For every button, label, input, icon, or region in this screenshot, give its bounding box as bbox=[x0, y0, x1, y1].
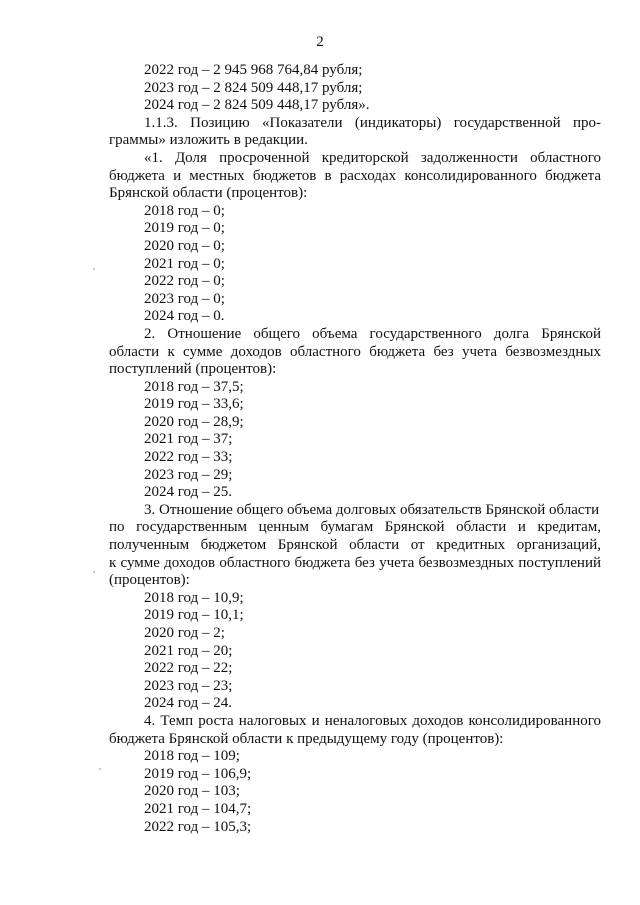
text-line: Брянской области (процентов): bbox=[109, 185, 308, 202]
text-line: бюджета Брянской области к предыдущему году (процентов): bbox=[109, 730, 504, 747]
text-line: 2022 год – 105,3; bbox=[144, 818, 252, 835]
text-line: 2018 год – 37,5; bbox=[144, 378, 244, 395]
scan-speck bbox=[93, 268, 95, 270]
text-line: 2023 год – 2 824 509 448,17 рубля; bbox=[144, 79, 363, 96]
text-line: области к сумме доходов областного бюджета без учета безвозмездных bbox=[109, 343, 601, 360]
text-line: 2022 год – 0; bbox=[144, 273, 225, 290]
text-line: (процентов): bbox=[109, 572, 190, 589]
text-line: 2. Отношение общего объема государственного долга Брянской bbox=[144, 325, 601, 342]
text-line: 2021 год – 20; bbox=[144, 642, 233, 659]
text-line: бюджета и местных бюджетов в расходах консолидированного бюджета bbox=[109, 167, 601, 184]
text-line: 3. Отношение общего объема долговых обязательств Брянской области bbox=[144, 501, 600, 518]
text-line: 2019 год – 0; bbox=[144, 220, 225, 237]
text-line: 4. Темп роста налоговых и неналоговых доходов консолидированного bbox=[144, 712, 601, 729]
text-line: 2023 год – 0; bbox=[144, 290, 225, 307]
text-line: по государственным ценным бумагам Брянской области и кредитам, bbox=[109, 519, 601, 536]
text-line: 2022 год – 33; bbox=[144, 449, 233, 466]
text-line: 2018 год – 10,9; bbox=[144, 589, 244, 606]
scan-speck bbox=[93, 571, 95, 573]
document-body bbox=[109, 62, 601, 836]
text-line: 2020 год – 2; bbox=[144, 625, 225, 641]
text-line: 2022 год – 22; bbox=[144, 660, 233, 677]
text-line: 2024 год – 2 824 509 448,17 рубля». bbox=[144, 97, 370, 114]
page-number: 2 bbox=[316, 34, 324, 50]
text-line: 2024 год – 0. bbox=[144, 308, 225, 325]
text-line: 2024 год – 24. bbox=[144, 695, 232, 712]
text-line: 2023 год – 29; bbox=[144, 466, 233, 483]
text-line: «1. Доля просроченной кредиторской задолженности областного bbox=[144, 149, 601, 166]
scan-speck bbox=[99, 768, 101, 770]
text-line: 2023 год – 23; bbox=[144, 677, 233, 694]
text-line: 2020 год – 0; bbox=[144, 237, 225, 254]
text-line: 2020 год – 103; bbox=[144, 783, 240, 800]
text-line: поступлений (процентов): bbox=[109, 361, 277, 378]
text-line: 2019 год – 106,9; bbox=[144, 765, 252, 782]
text-line: к сумме доходов областного бюджета без учета безвозмездных поступлений bbox=[109, 554, 601, 571]
text-line: 1.1.3. Позицию «Показатели (индикаторы) государственной про- bbox=[144, 114, 601, 131]
text-line: 2022 год – 2 945 968 764,84 рубля; bbox=[144, 62, 363, 78]
text-line: 2019 год – 10,1; bbox=[144, 607, 244, 624]
text-line: полученным бюджетом Брянской области от кредитных организаций, bbox=[109, 537, 601, 554]
text-line: 2021 год – 37; bbox=[144, 431, 233, 448]
text-line: 2021 год – 104,7; bbox=[144, 800, 252, 817]
text-line: 2018 год – 109; bbox=[144, 748, 240, 765]
text-line: граммы» изложить в редакции. bbox=[109, 132, 308, 149]
text-line: 2018 год – 0; bbox=[144, 202, 225, 219]
text-line: 2019 год – 33,6; bbox=[144, 396, 244, 413]
text-line: 2020 год – 28,9; bbox=[144, 413, 244, 430]
text-line: 2021 год – 0; bbox=[144, 255, 225, 272]
text-line: 2024 год – 25. bbox=[144, 484, 232, 501]
